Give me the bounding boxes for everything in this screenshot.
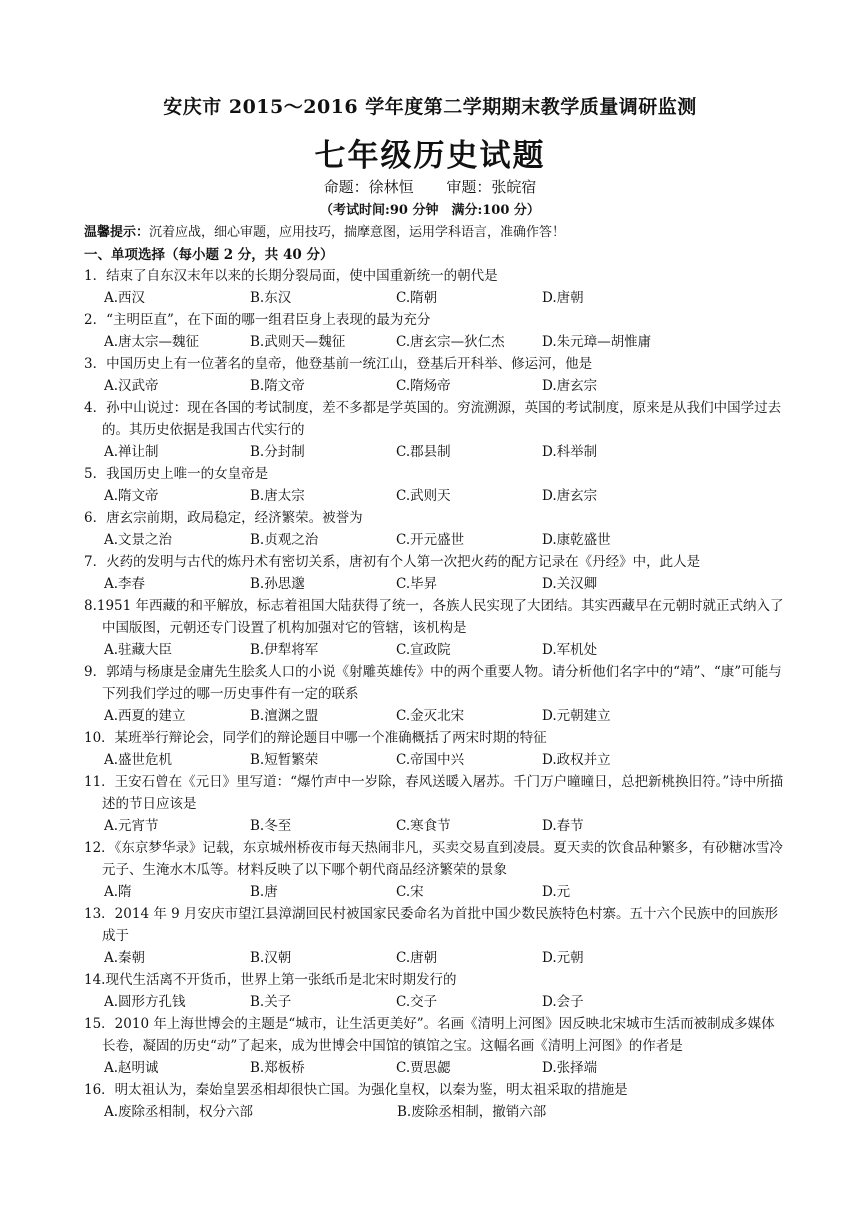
option-choice: B.郑板桥 <box>250 1060 305 1076</box>
question-stem: 3．中国历史上有一位著名的皇帝，他登基前一统江山，登基后开科举、修运河，他是 <box>84 356 593 372</box>
author-line <box>0 176 860 197</box>
question-stem: 15．2010 年上海世博会的主题是“城市，让生活更美好”。名画《清明上河图》因反映北宋城市生活而被制成多媒体长卷，凝固的历史“动”了起来，成为世博会中国馆的镇馆之宝。这幅名画《清明上河图》的作者是 <box>84 1016 775 1054</box>
question-item <box>84 1079 784 1123</box>
option-choice: C.隋朝 <box>396 290 438 306</box>
option-choice: D.科举制 <box>542 444 598 460</box>
question-item <box>84 595 784 661</box>
option-choice: A.废除丞相制，权分六部 <box>104 1104 254 1120</box>
question-options <box>84 375 784 397</box>
option-choice: C.贾思勰 <box>396 1060 451 1076</box>
option-choice: A.西汉 <box>104 290 146 306</box>
question-options <box>84 881 784 903</box>
option-choice: B.唐 <box>250 884 278 900</box>
question-list <box>84 265 784 1123</box>
exam-title-line2: 七年级历史试题 <box>314 138 546 174</box>
option-choice: B.分封制 <box>250 444 305 460</box>
tip-line <box>84 221 565 240</box>
option-choice: C.郡县制 <box>396 444 451 460</box>
option-choice: D.元朝建立 <box>542 708 611 724</box>
option-choice: C.交子 <box>396 994 438 1010</box>
question-item <box>84 463 784 507</box>
option-choice: D.朱元璋—胡惟庸 <box>542 334 652 350</box>
option-choice: A.禅让制 <box>104 444 159 460</box>
question-options <box>84 573 784 595</box>
question-options <box>84 947 784 969</box>
question-item <box>84 727 784 771</box>
option-choice: D.关汉卿 <box>542 576 598 592</box>
option-choice: D.春节 <box>542 818 584 834</box>
option-choice: B.武则天—魏征 <box>250 334 346 350</box>
exam-title-line1: 安庆市 2015～2016 学年度第二学期期末教学质量调研监测 <box>163 96 697 118</box>
option-choice: A.隋 <box>104 884 132 900</box>
question-stem: 13．2014 年 9 月安庆市望江县漳湖回民村被国家民委命名为首批中国少数民族特色村寨。五十六个民族中的回族形成于 <box>84 906 778 944</box>
option-choice: C.隋炀帝 <box>396 378 451 394</box>
tip-text: 沉着应战，细心审题，应用技巧，揣摩意图，运用学科语言，准确作答！ <box>149 225 566 240</box>
author: 命题：徐林恒 <box>323 178 414 196</box>
option-choice: A.驻藏大臣 <box>104 642 173 658</box>
question-item <box>84 265 784 309</box>
option-choice: C.唐朝 <box>396 950 438 966</box>
question-options <box>84 287 784 309</box>
option-choice: A.赵明诚 <box>104 1060 159 1076</box>
option-choice: D.唐玄宗 <box>542 378 598 394</box>
option-choice: A.盛世危机 <box>104 752 173 768</box>
question-stem: 8.1951 年西藏的和平解放，标志着祖国大陆获得了统一，各族人民实现了大团结。其实西藏早在元朝时就正式纳入了中国版图，元朝还专门设置了机构加强对它的管辖，该机构是 <box>84 598 784 636</box>
question-options <box>84 529 784 551</box>
option-choice: A.汉武帝 <box>104 378 159 394</box>
option-choice: A.秦朝 <box>104 950 146 966</box>
option-choice: C.宋 <box>396 884 424 900</box>
question-stem: 1．结束了自东汉末年以来的长期分裂局面，使中国重新统一的朝代是 <box>84 268 498 284</box>
question-options <box>84 705 784 727</box>
question-item <box>84 507 784 551</box>
option-choice: B.冬至 <box>250 818 292 834</box>
question-stem: 10．某班举行辩论会，同学们的辩论题目中哪一个准确概括了两宋时期的特征 <box>84 730 547 746</box>
option-choice: B.唐太宗 <box>250 488 305 504</box>
question-item <box>84 771 784 837</box>
option-choice: A.李春 <box>104 576 146 592</box>
question-options <box>84 485 784 507</box>
tip-label: 温馨提示： <box>84 225 150 240</box>
question-options <box>84 815 784 837</box>
question-stem: 11．王安石曾在《元日》里写道：“爆竹声中一岁除，春风送暖入屠苏。千门万户曈曈日，总把新桃换旧符。”诗中所描述的节日应该是 <box>84 774 784 812</box>
option-choice: D.元朝 <box>542 950 584 966</box>
question-options <box>84 1057 784 1079</box>
question-item <box>84 551 784 595</box>
question-stem: 14.现代生活离不开货币，世界上第一张纸币是北宋时期发行的 <box>84 972 457 988</box>
option-choice: C.寒食节 <box>396 818 451 834</box>
question-options <box>84 639 784 661</box>
option-choice: C.唐玄宗—狄仁杰 <box>396 334 505 350</box>
option-choice: D.元 <box>542 884 571 900</box>
option-choice: B.隋文帝 <box>250 378 305 394</box>
question-stem: 16．明太祖认为，秦始皇罢丞相却很快亡国。为强化皇权，以秦为鉴，明太祖采取的措施是 <box>84 1082 628 1098</box>
option-choice: B.关子 <box>250 994 292 1010</box>
question-stem: 6．唐玄宗前期，政局稳定，经济繁荣。被誉为 <box>84 510 363 526</box>
option-choice: D.张择端 <box>542 1060 598 1076</box>
question-stem: 4．孙中山说过：现在各国的考试制度，差不多都是学英国的。穷流溯源，英国的考试制度，原来是从我们中国学过去的。其历史依据是我国古代实行的 <box>84 400 782 438</box>
question-item <box>84 969 784 1013</box>
option-choice: A.圆形方孔钱 <box>104 994 186 1010</box>
option-choice: D.唐玄宗 <box>542 488 598 504</box>
question-item <box>84 903 784 969</box>
question-stem: 12．《东京梦华录》记载，东京城州桥夜市每天热闹非凡，买卖交易直到凌晨。夏天卖的饮食品种繁多，有砂糖冰雪冷元子、生淹水木瓜等。材料反映了以下哪个朝代商品经济繁荣的景象 <box>84 840 783 878</box>
option-choice: B.东汉 <box>250 290 292 306</box>
question-options <box>84 1101 784 1123</box>
option-choice: C.帝国中兴 <box>396 752 465 768</box>
section-title: 一、单项选择（每小题 2 分，共 40 分） <box>84 247 334 263</box>
question-item <box>84 397 784 463</box>
time-info: （考试时间:90 分钟 满分:100 分） <box>320 203 540 218</box>
option-choice: A.隋文帝 <box>104 488 159 504</box>
question-item <box>84 309 784 353</box>
option-choice: A.西夏的建立 <box>104 708 186 724</box>
question-item <box>84 1013 784 1079</box>
question-item <box>84 353 784 397</box>
option-choice: D.康乾盛世 <box>542 532 611 548</box>
option-choice: C.金灭北宋 <box>396 708 465 724</box>
option-choice: C.武则天 <box>396 488 451 504</box>
option-choice: B.短暂繁荣 <box>250 752 319 768</box>
question-stem: 9．郭靖与杨康是金庸先生脍炙人口的小说《射雕英雄传》中的两个重要人物。请分析他们名字中的“靖”、“康”可能与下列我们学过的哪一历史事件有一定的联系 <box>84 664 782 702</box>
option-choice: D.军机处 <box>542 642 598 658</box>
option-choice: C.宣政院 <box>396 642 451 658</box>
option-choice: D.政权并立 <box>542 752 611 768</box>
question-options <box>84 441 784 463</box>
reviewer: 审题：张皖宿 <box>446 178 537 196</box>
option-choice: C.开元盛世 <box>396 532 465 548</box>
option-choice: B.伊犁将军 <box>250 642 319 658</box>
option-choice: A.唐太宗—魏征 <box>104 334 200 350</box>
option-choice: B.贞观之治 <box>250 532 319 548</box>
question-stem: 2．“主明臣直”，在下面的哪一组君臣身上表现的最为充分 <box>84 312 431 328</box>
option-choice: B.汉朝 <box>250 950 292 966</box>
question-options <box>84 991 784 1013</box>
question-stem: 7．火药的发明与古代的炼丹术有密切关系，唐初有个人第一次把火药的配方记录在《丹经》中，此人是 <box>84 554 701 570</box>
question-item <box>84 837 784 903</box>
option-choice: B.澶渊之盟 <box>250 708 319 724</box>
question-options <box>84 749 784 771</box>
option-choice: A.元宵节 <box>104 818 159 834</box>
question-stem: 5．我国历史上唯一的女皇帝是 <box>84 466 269 482</box>
question-options <box>84 331 784 353</box>
question-item <box>84 661 784 727</box>
option-choice: D.会子 <box>542 994 584 1010</box>
option-choice: C.毕昇 <box>396 576 438 592</box>
option-choice: A.文景之治 <box>104 532 173 548</box>
option-choice: B.孙思邈 <box>250 576 305 592</box>
option-choice: B.废除丞相制，撤销六部 <box>397 1104 547 1120</box>
option-choice: D.唐朝 <box>542 290 584 306</box>
